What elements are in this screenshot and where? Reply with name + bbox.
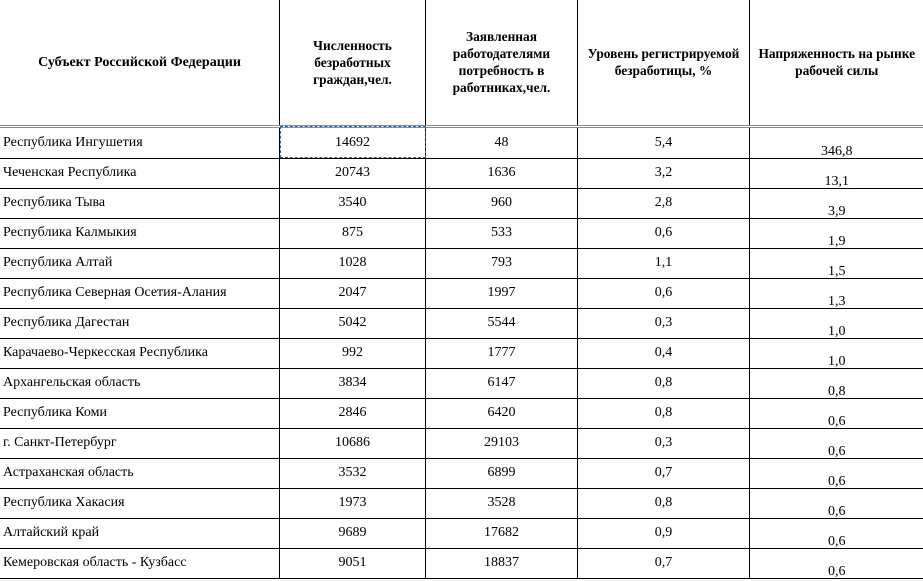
cell-unemployed[interactable]: 2047	[280, 278, 426, 308]
cell-unemployed[interactable]: 9051	[280, 548, 426, 578]
cell-tension-value: 1,9	[828, 233, 846, 249]
cell-unemployed[interactable]: 1973	[280, 488, 426, 518]
cell-region[interactable]: Республика Северная Осетия-Алания	[0, 278, 280, 308]
cell-demand[interactable]: 793	[426, 248, 578, 278]
table-row	[0, 428, 923, 458]
table-row	[0, 188, 923, 218]
cell-unemployed[interactable]: 992	[280, 338, 426, 368]
table-row	[0, 218, 923, 248]
table-row	[0, 368, 923, 398]
table-row	[0, 338, 923, 368]
cell-tension[interactable]	[750, 218, 923, 248]
cell-unemployed[interactable]: 5042	[280, 308, 426, 338]
cell-tension-value: 1,3	[828, 293, 846, 309]
cell-tension[interactable]	[750, 368, 923, 398]
cell-rate[interactable]: 0,7	[578, 458, 750, 488]
cell-unemployed[interactable]: 20743	[280, 158, 426, 188]
table-row	[0, 398, 923, 428]
cell-tension-value: 0,6	[828, 503, 846, 519]
cell-demand[interactable]: 1777	[426, 338, 578, 368]
table-row	[0, 548, 923, 578]
cell-demand[interactable]: 5544	[426, 308, 578, 338]
table-header	[0, 0, 923, 126]
cell-region[interactable]: Республика Коми	[0, 398, 280, 428]
cell-tension-value: 0,8	[828, 383, 846, 399]
cell-region[interactable]: Республика Алтай	[0, 248, 280, 278]
cell-rate[interactable]: 0,9	[578, 518, 750, 548]
cell-region[interactable]: Архангельская область	[0, 368, 280, 398]
cell-rate[interactable]: 0,6	[578, 218, 750, 248]
cell-tension[interactable]	[750, 428, 923, 458]
cell-unemployed[interactable]: 875	[280, 218, 426, 248]
cell-unemployed[interactable]: 9689	[280, 518, 426, 548]
cell-demand[interactable]: 48	[426, 126, 578, 158]
cell-rate[interactable]: 0,7	[578, 548, 750, 578]
cell-rate[interactable]: 0,3	[578, 308, 750, 338]
header-region: Субъект Российской Федерации	[0, 0, 280, 126]
cell-demand[interactable]: 18837	[426, 548, 578, 578]
header-rate: Уровень регистрируемой безработицы, %	[578, 0, 750, 126]
cell-unemployed[interactable]: 14692	[280, 126, 426, 158]
cell-demand[interactable]: 3528	[426, 488, 578, 518]
table-body	[0, 126, 923, 578]
cell-tension[interactable]	[750, 188, 923, 218]
cell-rate[interactable]: 2,8	[578, 188, 750, 218]
cell-rate[interactable]: 0,6	[578, 278, 750, 308]
cell-tension-value: 0,6	[828, 563, 846, 579]
cell-rate[interactable]: 5,4	[578, 126, 750, 158]
cell-tension[interactable]	[750, 398, 923, 428]
cell-region[interactable]: Республика Хакасия	[0, 488, 280, 518]
table-row	[0, 458, 923, 488]
cell-demand[interactable]: 29103	[426, 428, 578, 458]
cell-demand[interactable]: 1997	[426, 278, 578, 308]
cell-region[interactable]: Республика Калмыкия	[0, 218, 280, 248]
cell-tension[interactable]	[750, 158, 923, 188]
cell-tension-value: 346,8	[821, 143, 853, 159]
cell-demand[interactable]: 6147	[426, 368, 578, 398]
cell-demand[interactable]: 6899	[426, 458, 578, 488]
cell-region[interactable]: Республика Дагестан	[0, 308, 280, 338]
cell-demand[interactable]: 17682	[426, 518, 578, 548]
cell-demand[interactable]: 1636	[426, 158, 578, 188]
cell-unemployed[interactable]: 10686	[280, 428, 426, 458]
cell-demand[interactable]: 533	[426, 218, 578, 248]
cell-rate[interactable]: 0,4	[578, 338, 750, 368]
cell-unemployed[interactable]: 3834	[280, 368, 426, 398]
table-row	[0, 126, 923, 158]
cell-tension-value: 13,1	[824, 173, 849, 189]
cell-unemployed[interactable]: 3540	[280, 188, 426, 218]
cell-region[interactable]: Республика Тыва	[0, 188, 280, 218]
cell-tension[interactable]	[750, 548, 923, 578]
cell-region[interactable]: Алтайский край	[0, 518, 280, 548]
cell-tension[interactable]	[750, 518, 923, 548]
header-unemployed: Численность безработных граждан,чел.	[280, 0, 426, 126]
table-row	[0, 308, 923, 338]
cell-rate[interactable]: 1,1	[578, 248, 750, 278]
cell-tension-value: 1,0	[828, 353, 846, 369]
cell-tension[interactable]	[750, 488, 923, 518]
cell-demand[interactable]: 960	[426, 188, 578, 218]
cell-unemployed[interactable]: 2846	[280, 398, 426, 428]
cell-rate[interactable]: 0,8	[578, 368, 750, 398]
table-row	[0, 278, 923, 308]
cell-tension[interactable]	[750, 248, 923, 278]
table-row	[0, 518, 923, 548]
cell-region[interactable]: г. Санкт-Петербург	[0, 428, 280, 458]
cell-tension[interactable]	[750, 278, 923, 308]
cell-tension-value: 1,5	[828, 263, 846, 279]
cell-rate[interactable]: 0,8	[578, 398, 750, 428]
table-row	[0, 488, 923, 518]
table-row	[0, 248, 923, 278]
cell-rate[interactable]: 0,3	[578, 428, 750, 458]
cell-rate[interactable]: 0,8	[578, 488, 750, 518]
cell-tension[interactable]	[750, 308, 923, 338]
cell-tension[interactable]	[750, 338, 923, 368]
cell-unemployed[interactable]: 3532	[280, 458, 426, 488]
cell-rate[interactable]: 3,2	[578, 158, 750, 188]
cell-tension-value: 0,6	[828, 443, 846, 459]
header-tension: Напряженность на рынке рабочей силы	[750, 0, 923, 126]
header-row	[0, 0, 923, 126]
cell-region[interactable]: Карачаево-Черкесская Республика	[0, 338, 280, 368]
cell-demand[interactable]: 6420	[426, 398, 578, 428]
cell-region[interactable]: Республика Ингушетия	[0, 126, 280, 158]
table-row	[0, 158, 923, 188]
cell-tension-value: 0,6	[828, 413, 846, 429]
cell-tension-value: 1,0	[828, 323, 846, 339]
cell-region[interactable]: Астраханская область	[0, 458, 280, 488]
header-demand: Заявленная работодателями потребность в работниках,чел.	[426, 0, 578, 126]
cell-tension[interactable]	[750, 458, 923, 488]
cell-tension[interactable]	[750, 126, 923, 158]
cell-region[interactable]: Чеченская Республика	[0, 158, 280, 188]
cell-tension-value: 0,6	[828, 473, 846, 489]
cell-tension-value: 3,9	[828, 203, 846, 219]
cell-unemployed[interactable]: 1028	[280, 248, 426, 278]
cell-tension-value: 0,6	[828, 533, 846, 549]
cell-region[interactable]: Кемеровская область - Кузбасс	[0, 548, 280, 578]
